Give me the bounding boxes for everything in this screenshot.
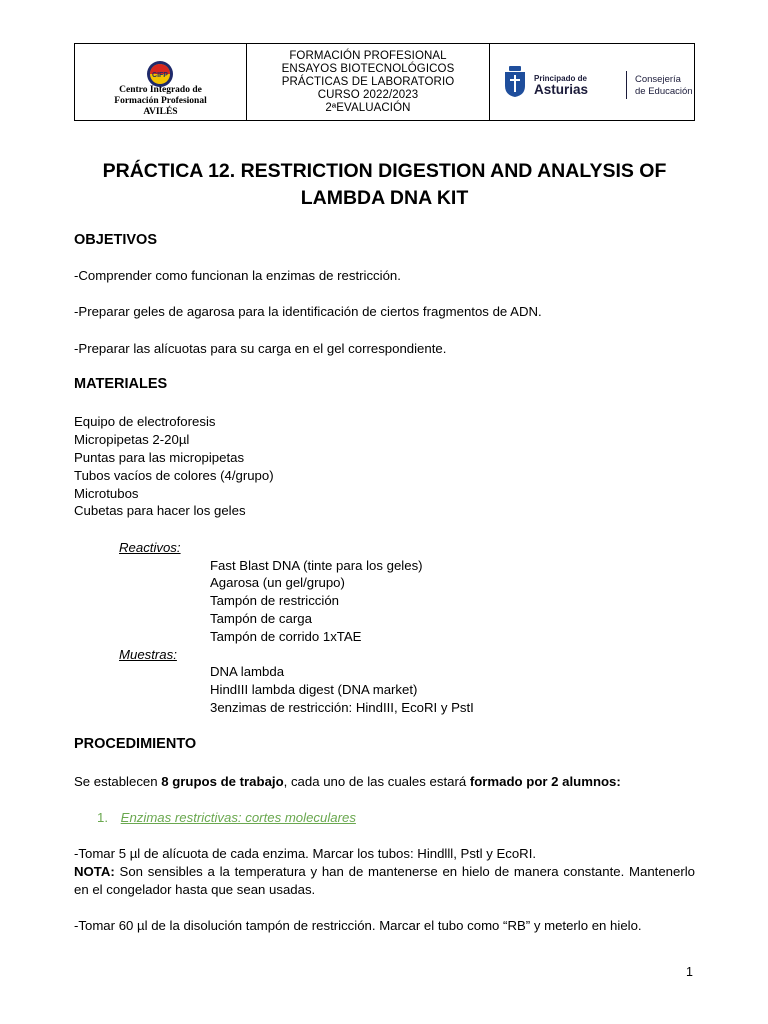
material-item: Equipo de electroforesis	[74, 414, 216, 429]
nota-paragraph	[74, 863, 695, 899]
procedure-paragraph: -Tomar 60 µl de la disolución tampón de restricción. Marcar el tubo como “RB” y meterlo en hielo.	[74, 918, 642, 933]
institution-cell	[490, 44, 694, 120]
objetivos-heading: OBJETIVOS	[74, 232, 157, 248]
procedimiento-heading: PROCEDIMIENTO	[74, 736, 197, 752]
intro-bold: formado por 2 alumnos:	[469, 774, 621, 789]
reactivos-label: Reactivos:	[119, 540, 181, 555]
objetivo-item: -Preparar geles de agarosa para la identificación de ciertos fragmentos de ADN.	[74, 304, 542, 319]
logo-divider	[626, 71, 627, 99]
page-title	[74, 158, 695, 212]
step-number: 1.	[97, 810, 108, 825]
intro-text: Se establecen	[74, 774, 162, 789]
procedure-paragraph: -Tomar 5 µl de alícuota de cada enzima. Marcar los tubos: Hindlll, Pstl y EcoRI.	[74, 846, 537, 861]
reactivo-item: Tampón de restricción	[210, 593, 340, 608]
muestra-item: 3enzimas de restricción: HindIII, EcoRI y PstI	[210, 700, 474, 715]
header-table	[74, 43, 695, 121]
intro-text: , cada uno de las cuales estará	[283, 774, 470, 789]
course-line-1: FORMACIÓN PROFESIONAL	[289, 49, 447, 62]
page-number: 1	[686, 965, 693, 979]
material-item: Micropipetas 2-20µl	[74, 432, 190, 447]
reactivo-item: Tampón de corrido 1xTAE	[210, 629, 362, 644]
material-item: Cubetas para hacer los geles	[74, 503, 246, 518]
title-line-2: LAMBDA DNA KIT	[300, 187, 469, 209]
course-line-5: 2ªEVALUACIÓN	[325, 101, 411, 114]
muestras-label: Muestras:	[119, 647, 177, 662]
cifp-logo-icon	[146, 60, 174, 88]
objetivo-item: -Comprender como funcionan la enzimas de restricción.	[74, 268, 401, 283]
school-line-3: AVILÉS	[143, 107, 178, 117]
course-info-cell	[247, 44, 490, 120]
department-line-2: de Educación	[635, 86, 693, 97]
school-cell	[75, 44, 247, 120]
cifp-logo-text: CIFP	[152, 72, 168, 79]
step-1-heading	[97, 809, 356, 827]
muestra-item: DNA lambda	[210, 664, 285, 679]
asturias-line-1: Principado de	[534, 74, 587, 83]
course-line-4: CURSO 2022/2023	[317, 88, 419, 101]
intro-bold: 8 grupos de trabajo	[161, 774, 284, 789]
step-title: Enzimas restrictivas: cortes moleculares	[120, 810, 356, 825]
school-line-1: Centro Integrado de	[119, 85, 202, 95]
muestra-item: HindIII lambda digest (DNA market)	[210, 682, 418, 697]
material-item: Microtubos	[74, 486, 139, 501]
nota-text: Son sensibles a la temperatura y han de mantenerse en hielo de manera constante. Mantenerlo en el congelador hasta que sean usadas.	[74, 864, 695, 897]
material-item: Tubos vacíos de colores (4/grupo)	[74, 468, 274, 483]
title-line-1: PRÁCTICA 12. RESTRICTION DIGESTION AND ANALYSIS OF	[102, 160, 667, 182]
course-line-2: ENSAYOS BIOTECNOLÓGICOS	[281, 62, 455, 75]
reactivo-item: Fast Blast DNA (tinte para los geles)	[210, 558, 423, 573]
reactivo-item: Agarosa (un gel/grupo)	[210, 575, 345, 590]
department-line-1: Consejería	[635, 74, 681, 85]
asturias-emblem-icon	[504, 66, 526, 98]
school-line-2: Formación Profesional	[114, 96, 207, 106]
objetivo-item: -Preparar las alícuotas para su carga en el gel correspondiente.	[74, 341, 447, 356]
asturias-line-2: Asturias	[534, 82, 589, 97]
procedimiento-intro	[74, 773, 621, 791]
school-name	[75, 85, 246, 118]
material-item: Puntas para las micropipetas	[74, 450, 245, 465]
materiales-heading: MATERIALES	[74, 376, 168, 392]
nota-label: NOTA:	[74, 864, 115, 879]
reactivo-item: Tampón de carga	[210, 611, 312, 626]
course-line-3: PRÁCTICAS DE LABORATORIO	[281, 75, 455, 88]
